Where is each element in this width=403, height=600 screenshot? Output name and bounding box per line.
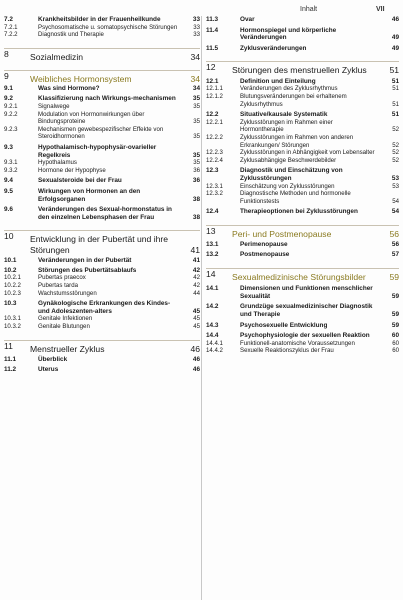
toc-entry-page: 35: [193, 102, 200, 110]
toc-section-entry[interactable]: [206, 78, 399, 86]
toc-entry-page: 52: [392, 156, 399, 164]
toc-section-entry[interactable]: [4, 300, 200, 315]
column-divider: [201, 16, 202, 600]
toc-chapter-entry[interactable]: [4, 48, 200, 63]
toc-entry-page: 54: [392, 197, 399, 205]
toc-entry-number: 9.2.2: [4, 110, 18, 118]
toc-entry-title: Diagnostik und Therapie: [38, 31, 104, 39]
toc-entry-page: 51: [389, 65, 399, 76]
toc-entry-number: 12.2.1: [206, 118, 223, 126]
toc-entry-number: 9.2.1: [4, 102, 18, 110]
toc-entry-page: 34: [192, 84, 200, 92]
toc-entry-page: 60: [392, 347, 399, 355]
toc-section-entry[interactable]: [4, 356, 200, 364]
toc-entry-title: Sexuelle Reaktionszyklus der Frau: [240, 347, 334, 355]
toc-entry-number: 9.2: [4, 95, 13, 103]
toc-entry-number: 12: [206, 62, 216, 73]
toc-section-entry[interactable]: [4, 103, 200, 111]
toc-entry-page: 49: [391, 44, 399, 52]
toc-entry-title: Postmenopause: [240, 251, 290, 259]
toc-entry-number: 9.4: [4, 177, 13, 185]
toc-entry-page: 54: [391, 208, 399, 216]
toc-entry-page: 51: [392, 100, 399, 108]
toc-section-entry[interactable]: [4, 16, 200, 24]
toc-section-entry[interactable]: [4, 31, 200, 39]
toc-section-entry[interactable]: [4, 188, 200, 203]
toc-entry-title: Krankheitsbilder in der Frauenheilkunde: [38, 16, 161, 23]
toc-entry-number: 9.6: [4, 206, 13, 214]
toc-entry-page: 42: [193, 282, 200, 290]
toc-entry-page: 35: [192, 95, 200, 103]
toc-entry-number: 10.2.2: [4, 282, 21, 290]
toc-entry-title: Diagnostik und Einschätzung von Zyklusstörungen: [240, 167, 343, 182]
toc-entry-page: 51: [392, 85, 399, 93]
toc-section-entry[interactable]: [206, 241, 399, 249]
toc-section-entry[interactable]: [206, 332, 399, 340]
toc-entry-page: 52: [392, 141, 399, 149]
toc-section-entry[interactable]: [206, 285, 399, 300]
toc-section-entry[interactable]: [206, 16, 399, 24]
toc-entry-page: 56: [391, 241, 399, 249]
toc-entry-number: 9.3.2: [4, 166, 18, 174]
toc-entry-title: Überblick: [38, 356, 68, 364]
toc-entry-page: 41: [190, 244, 200, 255]
toc-section-entry[interactable]: [4, 95, 200, 103]
toc-section-entry[interactable]: [206, 251, 399, 259]
toc-entry-page: 35: [192, 151, 200, 159]
toc-entry-number: 14.2: [206, 303, 219, 311]
toc-entry-title: Genitale Blutungen: [38, 323, 90, 331]
toc-entry-page: 56: [389, 228, 399, 239]
toc-entry-number: 13: [206, 225, 216, 236]
toc-entry-number: 11.1: [4, 356, 17, 364]
toc-section-entry[interactable]: [4, 206, 200, 221]
toc-entry-page: 35: [193, 133, 200, 141]
toc-section-entry[interactable]: [4, 267, 200, 275]
toc-entry-number: 12.1.1: [206, 85, 223, 93]
toc-entry-title: Wirkungen von Hormonen an den Erfolgsorganen: [38, 187, 141, 203]
toc-entry-number: 14: [206, 268, 216, 279]
toc-entry-page: 34: [190, 74, 200, 85]
toc-entry-number: 9.1: [4, 84, 13, 92]
toc-section-entry[interactable]: [206, 134, 399, 149]
toc-entry-title: Veränderungen des Sexual-hormonstatus in den einzelnen Lebensphasen der Frau: [38, 206, 172, 221]
toc-entry-number: 7.2: [4, 16, 13, 23]
toc-entry-number: 9.3.1: [4, 159, 18, 167]
toc-entry-number: 10.3.2: [4, 323, 21, 331]
toc-entry-title: Zyklusstörungen im Rahmen einer Hormontherapie: [240, 118, 333, 134]
toc-entry-number: 12.2.2: [206, 134, 223, 142]
toc-entry-number: 12.1.2: [206, 93, 223, 101]
toc-entry-number: 14.3: [206, 321, 219, 329]
toc-entry-number: 11: [4, 340, 13, 351]
toc-chapter-entry[interactable]: [206, 61, 399, 76]
toc-entry-page: 42: [192, 266, 200, 274]
toc-entry-title: Hypothalamus: [38, 159, 77, 167]
toc-section-entry[interactable]: [4, 144, 200, 159]
toc-section-entry[interactable]: [206, 111, 399, 119]
toc-entry-title: Sozialmedizin: [30, 51, 84, 62]
toc-column-right: [206, 16, 399, 355]
toc-entry-title: Zyklusveränderungen: [240, 44, 307, 52]
toc-entry-page: 36: [193, 166, 200, 174]
toc-entry-page: 42: [193, 274, 200, 282]
toc-entry-title: Hormonspiegel und körperliche Veränderungen: [240, 26, 337, 42]
toc-entry-title: Einschätzung von Zyklusstörungen: [240, 182, 335, 190]
toc-entry-title: Mechanismen gewebespezifischer Effekte von Steroidhormonen: [38, 125, 164, 141]
toc-entry-title: Was sind Hormone?: [38, 84, 100, 92]
toc-entry-title: Entwicklung in der Pubertät und ihre Störungen: [30, 234, 169, 255]
toc-section-entry[interactable]: [4, 323, 200, 331]
toc-entry-number: 10.3.1: [4, 315, 21, 323]
toc-entry-page: 59: [391, 310, 399, 318]
toc-section-entry[interactable]: [4, 315, 200, 323]
toc-entry-number: 10.2: [4, 266, 17, 274]
toc-entry-page: 34: [190, 51, 200, 62]
running-head: Inhalt: [300, 6, 318, 13]
page-header: [300, 6, 385, 13]
toc-entry-number: 11.3: [206, 16, 219, 23]
toc-entry-page: 46: [190, 343, 200, 354]
toc-section-entry[interactable]: [206, 119, 399, 134]
toc-entry-title: Dimensionen und Funktionen menschlicher Sexualität: [240, 285, 373, 300]
toc-section-entry[interactable]: [4, 85, 200, 93]
toc-entry-page: 45: [193, 323, 200, 331]
toc-entry-number: 12.2: [206, 111, 219, 119]
toc-entry-page: 38: [192, 195, 200, 203]
toc-entry-title: Klassifizierung nach Wirkungs-mechanismen: [38, 95, 176, 103]
toc-entry-title: Veränderungen des Zyklusrhythmus: [240, 85, 338, 93]
toc-entry-page: 51: [391, 77, 399, 85]
toc-entry-page: 36: [192, 177, 200, 185]
toc-section-entry[interactable]: [206, 208, 399, 216]
toc-section-entry[interactable]: [206, 157, 399, 165]
toc-entry-number: 13.1: [206, 241, 219, 249]
toc-section-entry[interactable]: [206, 85, 399, 93]
toc-entry-page: 45: [193, 315, 200, 323]
toc-entry-title: Signalwege: [38, 102, 70, 110]
toc-entry-number: 11.4: [206, 26, 219, 34]
toc-entry-number: 11.5: [206, 44, 219, 52]
toc-entry-title: Zyklusstörungen in Abhängigkeit vom Lebensalter: [240, 149, 375, 157]
toc-entry-number: 7.2.2: [4, 31, 18, 39]
toc-chapter-entry[interactable]: [4, 230, 200, 255]
toc-entry-page: 33: [193, 31, 200, 39]
toc-section-entry[interactable]: [206, 340, 399, 348]
toc-entry-number: 12.2.4: [206, 156, 223, 164]
toc-entry-title: Menstrueller Zyklus: [30, 343, 105, 354]
toc-section-entry[interactable]: [206, 183, 399, 191]
toc-section-entry[interactable]: [4, 177, 200, 185]
toc-entry-number: 12.3.2: [206, 190, 223, 198]
toc-entry-title: Weibliches Hormonsystem: [30, 74, 132, 85]
toc-entry-number: 7.2.1: [4, 23, 18, 31]
toc-entry-title: Definition und Einteilung: [240, 77, 316, 85]
toc-entry-number: 10: [4, 231, 14, 242]
toc-entry-page: 35: [193, 159, 200, 167]
toc-entry-page: 35: [193, 118, 200, 126]
toc-entry-title: Ovar: [240, 16, 255, 23]
toc-section-entry[interactable]: [206, 27, 399, 42]
toc-entry-title: Wachstumsstörungen: [38, 289, 97, 297]
toc-entry-page: 57: [391, 251, 399, 259]
toc-entry-title: Hormone der Hypophyse: [38, 166, 106, 174]
toc-entry-number: 9.2.3: [4, 125, 18, 133]
toc-entry-number: 13.2: [206, 251, 219, 259]
toc-entry-page: 46: [192, 365, 200, 373]
toc-entry-number: 10.2.1: [4, 274, 21, 282]
toc-section-entry[interactable]: [206, 303, 399, 318]
toc-section-entry[interactable]: [4, 111, 200, 126]
toc-chapter-entry[interactable]: [4, 340, 200, 355]
toc-entry-page: 53: [392, 182, 399, 190]
toc-entry-number: 14.1: [206, 285, 219, 293]
toc-entry-page: 51: [391, 111, 399, 119]
toc-entry-page: 52: [392, 126, 399, 134]
toc-entry-title: Störungen des Pubertätsablaufs: [38, 266, 137, 274]
toc-entry-number: 9: [4, 71, 9, 82]
toc-entry-number: 12.2.3: [206, 149, 223, 157]
toc-entry-number: 10.3: [4, 300, 17, 308]
toc-section-entry[interactable]: [4, 282, 200, 290]
toc-section-entry[interactable]: [4, 167, 200, 175]
toc-entry-page: 59: [389, 271, 399, 282]
toc-entry-page: 41: [192, 257, 200, 265]
toc-entry-number: 14.4: [206, 332, 219, 340]
toc-entry-number: 11.2: [4, 365, 17, 373]
toc-section-entry[interactable]: [206, 167, 399, 182]
toc-entry-number: 8: [4, 48, 9, 59]
toc-entry-page: 60: [392, 339, 399, 347]
toc-section-entry[interactable]: [4, 257, 200, 265]
toc-entry-title: Zyklusabhängige Beschwerdebilder: [240, 156, 337, 164]
toc-entry-title: Blutungsveränderungen bei erhaltenem Zyklusrhythmus: [240, 93, 347, 108]
toc-entry-title: Genitale Infektionen: [38, 315, 93, 323]
toc-entry-page: 46: [192, 356, 200, 364]
toc-chapter-entry[interactable]: [4, 70, 200, 85]
toc-entry-title: Zyklusstörungen im Rahmen von anderen Erkrankungen/ Störungen: [240, 134, 354, 149]
toc-entry-number: 14.4.2: [206, 347, 223, 355]
toc-entry-title: Funktionell-anatomische Voraussetzungen: [240, 339, 355, 347]
toc-section-entry[interactable]: [4, 274, 200, 282]
toc-entry-number: 9.5: [4, 187, 13, 195]
toc-entry-number: 12.1: [206, 77, 219, 85]
toc-column-left: [4, 16, 200, 373]
toc-section-entry[interactable]: [4, 126, 200, 141]
toc-entry-page: 33: [193, 23, 200, 31]
toc-section-entry[interactable]: [4, 366, 200, 374]
toc-entry-number: 14.4.1: [206, 339, 223, 347]
toc-entry-number: 12.4: [206, 208, 219, 216]
toc-entry-title: Peri- und Postmenopause: [232, 228, 332, 239]
toc-entry-title: Sexualsteroide bei der Frau: [38, 177, 122, 185]
toc-entry-number: 10.2.3: [4, 289, 21, 297]
toc-entry-title: Therapieoptionen bei Zyklusstörungen: [240, 208, 358, 216]
toc-entry-title: Pubertas tarda: [38, 282, 78, 290]
toc-entry-title: Psychosexuelle Entwicklung: [240, 321, 328, 329]
toc-entry-page: 59: [391, 292, 399, 300]
toc-entry-page: 53: [391, 175, 399, 182]
toc-chapter-entry[interactable]: [206, 268, 399, 283]
toc-entry-title: Situative/kausale Systematik: [240, 111, 328, 119]
toc-entry-title: Psychophysiologie der sexuellen Reaktion: [240, 332, 370, 340]
toc-entry-page: 52: [392, 149, 399, 157]
toc-entry-title: Gynäkologische Erkrankungen des Kindes- und Adoleszenten-alters: [38, 300, 171, 315]
toc-entry-number: 9.3: [4, 143, 13, 151]
toc-entry-page: 44: [193, 289, 200, 297]
toc-entry-title: Pubertas praecox: [38, 274, 86, 282]
toc-entry-page: 49: [391, 34, 399, 42]
toc-section-entry[interactable]: [206, 190, 399, 205]
toc-entry-title: Hypothalamisch-hypophysär-ovarieller Regelkreis: [38, 143, 157, 159]
toc-entry-title: Psychosomatische u. somatopsychische Störungen: [38, 23, 178, 31]
toc-section-entry[interactable]: [4, 24, 200, 32]
toc-entry-title: Grundzüge sexualmedizinischer Diagnostik und Therapie: [240, 303, 373, 318]
toc-section-entry[interactable]: [206, 149, 399, 157]
toc-entry-number: 12.3.1: [206, 182, 223, 190]
toc-section-entry[interactable]: [206, 347, 399, 355]
page-number: VII: [376, 6, 385, 13]
toc-entry-page: 45: [192, 307, 200, 315]
toc-entry-page: 59: [391, 321, 399, 329]
toc-section-entry[interactable]: [4, 159, 200, 167]
toc-entry-title: Sexualmedizinische Störungsbilder: [232, 271, 366, 282]
toc-entry-page: 60: [391, 332, 399, 340]
toc-entry-title: Modulation von Hormonwirkungen über Bindungsproteine: [38, 110, 145, 126]
toc-entry-number: 10.1: [4, 257, 17, 265]
toc-entry-page: 38: [192, 213, 200, 221]
toc-section-entry[interactable]: [206, 45, 399, 53]
toc-section-entry[interactable]: [206, 322, 399, 330]
toc-entry-title: Uterus: [38, 365, 59, 373]
toc-section-entry[interactable]: [206, 93, 399, 108]
toc-section-entry[interactable]: [4, 290, 200, 298]
toc-entry-page: 46: [391, 16, 399, 23]
toc-entry-number: 12.3: [206, 167, 219, 175]
toc-chapter-entry[interactable]: [206, 225, 399, 240]
toc-entry-title: Perimenopause: [240, 241, 288, 249]
toc-entry-title: Diagnostische Methoden und hormonelle Funktionstests: [240, 190, 351, 205]
toc-entry-page: 33: [192, 16, 200, 23]
toc-entry-title: Störungen des menstruellen Zyklus: [232, 65, 367, 76]
toc-entry-title: Veränderungen in der Pubertät: [38, 257, 132, 265]
